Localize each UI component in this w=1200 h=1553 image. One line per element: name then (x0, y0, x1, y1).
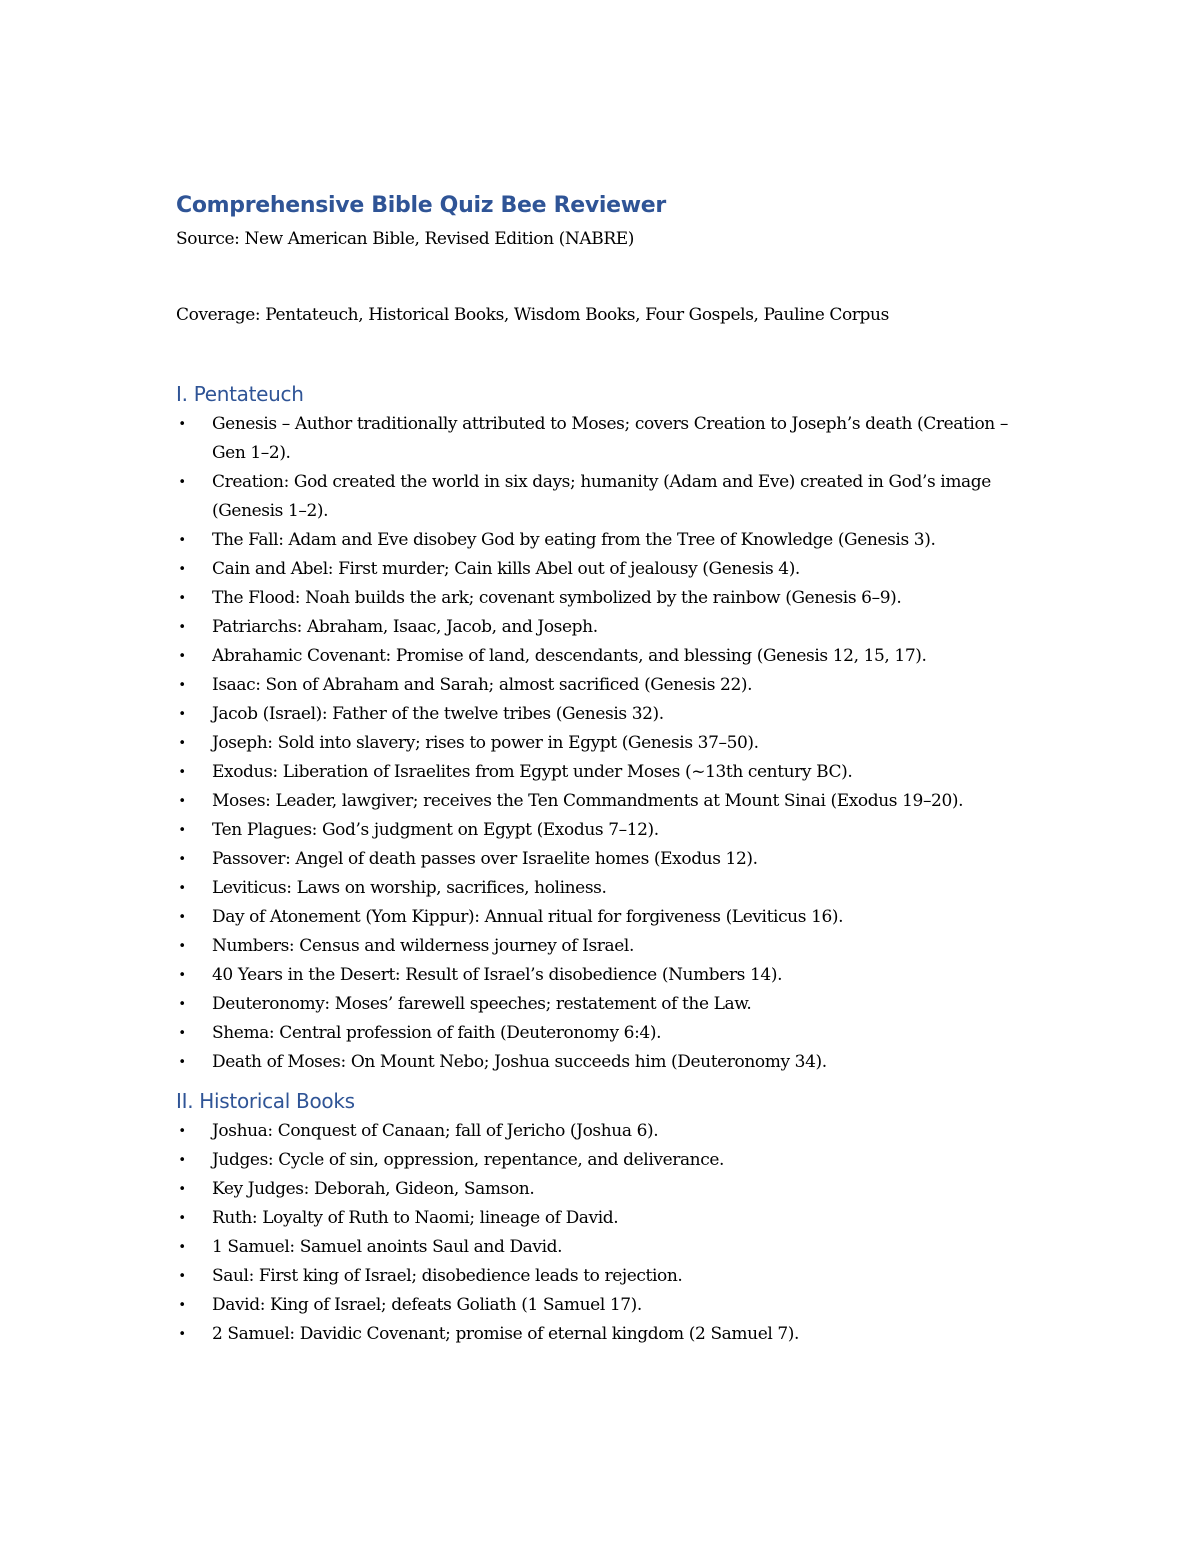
bullet-icon: • (178, 1327, 186, 1342)
list-item-text: Deuteronomy: Moses’ farewell speeches; restatement of the Law. (212, 994, 752, 1014)
list-item-text: 2 Samuel: Davidic Covenant; promise of eternal kingdom (2 Samuel 7). (212, 1324, 800, 1344)
list-item (176, 1291, 1026, 1320)
list-item (176, 584, 1026, 613)
coverage-line: Coverage: Pentateuch, Historical Books, Wisdom Books, Four Gospels, Pauline Corpus (176, 305, 889, 325)
list-item (176, 1019, 1026, 1048)
bullet-icon: • (178, 1124, 186, 1139)
bullet-icon: • (178, 649, 186, 664)
list-item-text: Saul: First king of Israel; disobedience leads to rejection. (212, 1266, 683, 1286)
list-item (176, 700, 1026, 729)
bullet-icon: • (178, 620, 186, 635)
section-heading-pentateuch: I. Pentateuch (176, 382, 304, 406)
list-item-text: Cain and Abel: First murder; Cain kills Abel out of jealousy (Genesis 4). (212, 559, 800, 579)
bullet-icon: • (178, 910, 186, 925)
list-item-text: Isaac: Son of Abraham and Sarah; almost sacrificed (Genesis 22). (212, 675, 753, 695)
bullet-icon: • (178, 794, 186, 809)
list-item-text: Leviticus: Laws on worship, sacrifices, holiness. (212, 878, 607, 898)
list-item-text: Creation: God created the world in six days; humanity (Adam and Eve) created in God’s image (Genesis 1–2). (212, 472, 991, 521)
list-item (176, 468, 1026, 526)
list-item-text: Shema: Central profession of faith (Deuteronomy 6:4). (212, 1023, 662, 1043)
section-heading-historical-books: II. Historical Books (176, 1089, 355, 1113)
bullet-icon: • (178, 1153, 186, 1168)
bullet-icon: • (178, 968, 186, 983)
bullet-icon: • (178, 1055, 186, 1070)
list-item-text: Jacob (Israel): Father of the twelve tribes (Genesis 32). (212, 704, 664, 724)
list-item-text: Key Judges: Deborah, Gideon, Samson. (212, 1179, 535, 1199)
list-item-text: Patriarchs: Abraham, Isaac, Jacob, and Joseph. (212, 617, 598, 637)
bullet-icon: • (178, 1240, 186, 1255)
bullet-icon: • (178, 678, 186, 693)
list-item (176, 1320, 1026, 1349)
bullet-icon: • (178, 533, 186, 548)
list-item-text: Passover: Angel of death passes over Israelite homes (Exodus 12). (212, 849, 758, 869)
list-item-text: Day of Atonement (Yom Kippur): Annual ritual for forgiveness (Leviticus 16). (212, 907, 844, 927)
bullet-icon: • (178, 562, 186, 577)
document-title: Comprehensive Bible Quiz Bee Reviewer (176, 193, 666, 218)
list-item-text: David: King of Israel; defeats Goliath (1 Samuel 17). (212, 1295, 642, 1315)
list-item (176, 816, 1026, 845)
list-item (176, 410, 1026, 468)
bullet-icon: • (178, 707, 186, 722)
bullet-icon: • (178, 765, 186, 780)
list-item-text: 40 Years in the Desert: Result of Israel’s disobedience (Numbers 14). (212, 965, 783, 985)
list-item-text: 1 Samuel: Samuel anoints Saul and David. (212, 1237, 563, 1257)
list-item-text: Abrahamic Covenant: Promise of land, descendants, and blessing (Genesis 12, 15, 17). (212, 646, 927, 666)
list-item (176, 555, 1026, 584)
list-item (176, 1175, 1026, 1204)
list-item-text: Joshua: Conquest of Canaan; fall of Jericho (Joshua 6). (212, 1121, 659, 1141)
historical-books-list (176, 1117, 1026, 1349)
list-item (176, 845, 1026, 874)
bullet-icon: • (178, 881, 186, 896)
bullet-icon: • (178, 1026, 186, 1041)
list-item-text: The Flood: Noah builds the ark; covenant symbolized by the rainbow (Genesis 6–9). (212, 588, 902, 608)
list-item (176, 642, 1026, 671)
bullet-icon: • (178, 852, 186, 867)
bullet-icon: • (178, 1269, 186, 1284)
list-item-text: Genesis – Author traditionally attributed to Moses; covers Creation to Joseph’s death (Creation –Gen 1–2). (212, 414, 1008, 463)
source-line: Source: New American Bible, Revised Edition (NABRE) (176, 229, 634, 249)
list-item (176, 729, 1026, 758)
list-item (176, 613, 1026, 642)
list-item (176, 787, 1026, 816)
list-item-text: Numbers: Census and wilderness journey of Israel. (212, 936, 634, 956)
list-item (176, 961, 1026, 990)
list-item (176, 758, 1026, 787)
bullet-icon: • (178, 591, 186, 606)
list-item (176, 526, 1026, 555)
bullet-icon: • (178, 997, 186, 1012)
list-item (176, 1262, 1026, 1291)
bullet-icon: • (178, 475, 186, 490)
list-item (176, 1204, 1026, 1233)
list-item (176, 671, 1026, 700)
list-item (176, 932, 1026, 961)
list-item (176, 990, 1026, 1019)
list-item-text: Ruth: Loyalty of Ruth to Naomi; lineage of David. (212, 1208, 619, 1228)
list-item-text: Moses: Leader, lawgiver; receives the Ten Commandments at Mount Sinai (Exodus 19–20). (212, 791, 964, 811)
list-item (176, 1048, 1026, 1077)
list-item (176, 1117, 1026, 1146)
pentateuch-list (176, 410, 1026, 1077)
bullet-icon: • (178, 823, 186, 838)
bullet-icon: • (178, 1182, 186, 1197)
bullet-icon: • (178, 939, 186, 954)
list-item-text: The Fall: Adam and Eve disobey God by eating from the Tree of Knowledge (Genesis 3). (212, 530, 936, 550)
list-item-text: Death of Moses: On Mount Nebo; Joshua succeeds him (Deuteronomy 34). (212, 1052, 827, 1072)
bullet-icon: • (178, 1298, 186, 1313)
list-item (176, 903, 1026, 932)
bullet-icon: • (178, 1211, 186, 1226)
list-item (176, 1233, 1026, 1262)
list-item (176, 874, 1026, 903)
list-item-text: Exodus: Liberation of Israelites from Egypt under Moses (~13th century BC). (212, 762, 853, 782)
document-body (176, 190, 1026, 1349)
list-item (176, 1146, 1026, 1175)
list-item-text: Joseph: Sold into slavery; rises to power in Egypt (Genesis 37–50). (212, 733, 759, 753)
list-item-text: Ten Plagues: God’s judgment on Egypt (Exodus 7–12). (212, 820, 659, 840)
bullet-icon: • (178, 736, 186, 751)
bullet-icon: • (178, 417, 186, 432)
list-item-text: Judges: Cycle of sin, oppression, repentance, and deliverance. (212, 1150, 725, 1170)
